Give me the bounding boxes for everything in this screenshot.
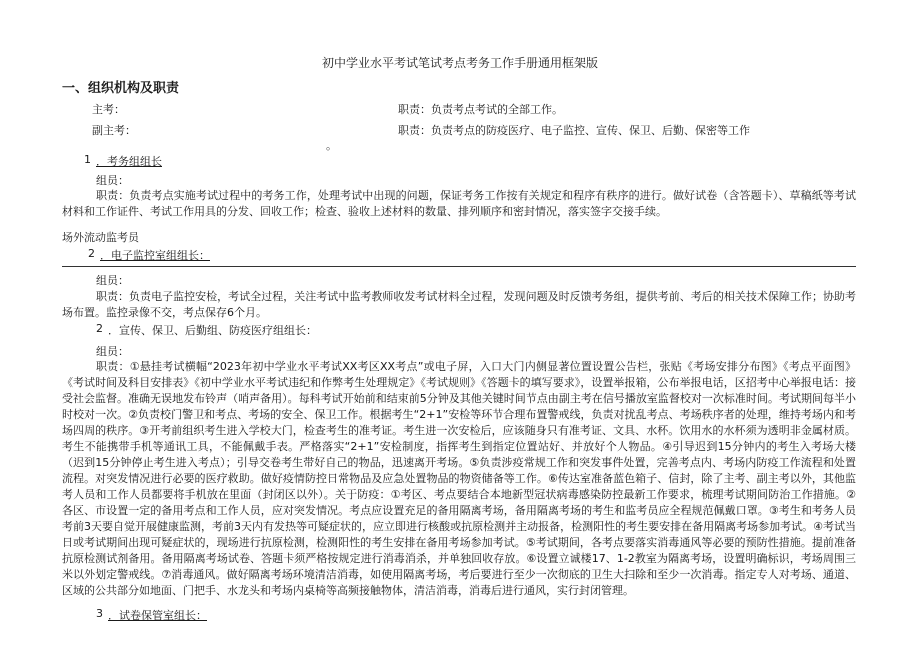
deputy-examiner-duty: 职责：负责考点的防疫医疗、电子监控、宣传、保卫、后勤、保密等工作 xyxy=(398,124,750,137)
chief-examiner-duty: 职责：负责考点考试的全部工作。 xyxy=(398,103,563,116)
group2-duty-paragraph: 职责：负责电子监控安检，考试全过程，关注考试中监考教师收发考试材料全过程，发现问题及时反馈考务组，提供考前、考后的相关技术保障工作；协助考场布置。监控录像不交，考点保存6个月。 xyxy=(62,290,856,319)
deputy-examiner-label: 副主考： xyxy=(92,124,136,137)
security-group-duty-paragraph: 职责：①悬挂考试横幅“2023年初中学业水平考试XX考区XX考点”或电子屏，入口大门内侧显著位置设置公告栏，张贴《考场安排分布图》《考点平面图》《考试时间及科目安排表》《初中学业水平考试违纪和作弊考生处理规定》《考试规则》《答题卡的填写要求》，设置举报箱，公布举报电话，区招考中心举报电话：接受社会监督。准确无误地发布铃声（哨声备用）。每科考试开始前和结束前5分钟及其他关键时间节点由副主考在信号播放室监督校对一次标准时间。考试期间每半小时校对一次。②负责校门警卫和考点、考场的安全、保卫工作。根据考生“2+1”安检等环节合理布置警戒线，负责对扰乱考点、考场秩序者的处理，维持考场内和考场四周的秩序。③开考前组织考生进入学校大门，检查考生的准考证。考生进一次安检后，应该随身只有准考证、文具、水杯。饮用水的水杯须为透明非金属材质。考生不能携带手机等通讯工具，不能佩戴手表。严格落实“2+1”安检制度，指挥考生到指定位置站好、并放好个人物品。④引导迟到15分钟内的考生入考场大楼（迟到15分钟停止考生进入考点）；引导交卷考生带好自己的物品，迅速离开考场。⑤负责涉疫常规工作和突发事件处置，完善考点内、考场内防疫工作流程和处置流程。对突发情况进行必要的医疗救助。做好疫情防控日常物品及应急处置物品的物资储备等工作。⑥传达室准备蓝色箱子、信封，除了主考、副主考以外，其他监考人员和工作人员都要将手机放在里面（封闭区以外）。关于防疫：①考区、考点要结合本地新型冠状病毒感染防控最新工作要求，梳理考试期间防治工作措施。②各区、市设置一定的备用考点和工作人员，应对突发情况。考点应设置充足的备用隔离考场，备用隔离考场的考生和监考员应全程规范佩戴口罩。③考生和考务人员考前3天要自觉开展健康监测，考前3天内有发热等可疑症状的，应立即进行核酸或抗原检测并主动报备，检测阳性的考生要安排在备用隔离考场参加考试。④考试当日或考试期间出现可疑症状的，现场进行抗原检测，检测阳性的考生安排在备用考场参加考试。⑤考试期间，各考点要落实消毒通风等必要的预防性措施。提前准备抗原检测试剂备用。备用隔离考场试卷、答题卡须严格按规定进行消毒消杀，并单独回收存放。⑥设置立诚楼17、1-2教室为隔离考场，设置明确标识，考场周围三米以外划定警戒线。⑦消毒通风。做好隔离考场环境清洁消毒，如使用隔离考场，考后要进行至少一次彻底的卫生大扫除和至少一次消毒。指定专人对考场、通道、区域的公共部分如地面、门把手、水龙头和考场内桌椅等高频接触物体，清洁消毒，消毒后进行通风，实行封闭管理。 xyxy=(62,360,856,597)
horizontal-rule xyxy=(62,266,856,267)
security-group-number: 2 xyxy=(96,322,103,335)
group2-members-label: 组员： xyxy=(96,274,129,287)
group1-extra-role: 场外流动监考员 xyxy=(62,231,139,244)
deputy-duty-period: 。 xyxy=(326,139,337,152)
group3-heading: ．试卷保管室组长： xyxy=(108,609,207,622)
document-title: 初中学业水平考试笔试考点考务工作手册通用框架版 xyxy=(321,56,598,70)
group1-number: 1 xyxy=(84,153,91,166)
security-group-members-label: 组员： xyxy=(96,345,129,358)
group1-duty-paragraph: 职责：负责考点实施考试过程中的考务工作，处理考试中出现的问题，保证考务工作按有关规定和程序有秩序的进行。做好试卷（含答题卡）、草稿纸等考试材料和工作证件、考试工作用具的分发、回收工作；检查、验收上述材料的数量、排列顺序和密封情况，落实签字交接手续。 xyxy=(62,189,856,218)
security-group-heading: ．宣传、保卫、后勤组、防疫医疗组组长： xyxy=(108,324,317,337)
group1-members-label: 组员： xyxy=(96,174,129,187)
chief-examiner-label: 主考： xyxy=(92,103,125,116)
group2-heading: ．电子监控室组组长： xyxy=(100,249,210,262)
group3-number: 3 xyxy=(96,607,103,620)
group1-heading: ．考务组组长 xyxy=(96,155,162,168)
group2-number: 2 xyxy=(88,247,95,260)
section-heading-organization: 一、组织机构及职责 xyxy=(62,81,180,96)
